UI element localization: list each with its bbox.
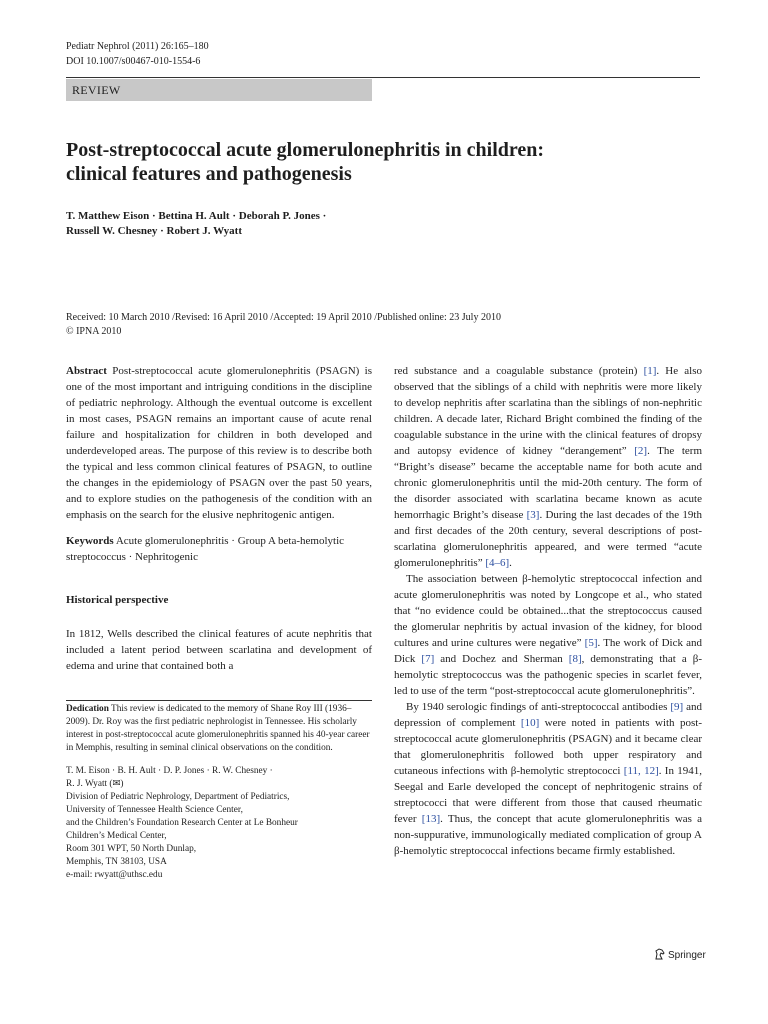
authors-line-1: T. Matthew Eison · Bettina H. Ault · Deborah P. Jones · [66,210,327,222]
text-run: were noted in patients with post-streptococcal acute glomerulonephritis (PSAGN) and it became clear that glomerulonephritis followed both upper respiratory and cutaneous infections with β-hemolytic streptococci [394,717,702,777]
body-paragraph: In 1812, Wells described the clinical features of acute nephritis that included a latent period between scarlatina and development of edema and urine that contained both a [66,628,372,672]
citation-link[interactable]: [9] [670,701,684,713]
affiliation-names-1: T. M. Eison · B. H. Ault · D. P. Jones · R. W. Chesney · [66,766,273,776]
affiliation-city: Memphis, TN 38103, USA [66,857,167,867]
text-run: By 1940 serologic findings of anti-streptococcal antibodies [406,701,671,713]
text-run: The association between β-hemolytic streptococcal infection and acute glomerulonephritis was noted by Longcope et al., who stated that “no evidence could be obtained...that the streptococcus caused the glomerular nephritis by actual invasion of the kidney, for blood cultures and urine cultures were negative” [394,573,702,649]
header-rule [66,77,700,78]
footnote-rule [66,700,372,701]
affiliation-room: Room 301 WPT, 50 North Dunlap, [66,844,197,854]
citation-link[interactable]: [5] [584,637,598,649]
doi: DOI 10.1007/s00467-010-1554-6 [66,56,201,67]
citation-link[interactable]: [4–6] [485,557,510,569]
body-paragraph-3 [394,699,702,859]
affiliation-foundation-2: Children’s Medical Center, [66,831,167,841]
publication-dates [66,311,706,339]
affiliation-foundation-1: and the Children’s Foundation Research Center at Le Bonheur [66,818,298,828]
abstract [66,363,372,523]
authors-line-2: Russell W. Chesney · Robert J. Wyatt [66,225,243,237]
text-run: . During the last decades of the 19th and first decades of the 20th century, several descriptions of post-scarlatina glomerulonephritis appeared, and were termed “acute glomerulonephritis” [394,509,702,569]
body-paragraph-1 [394,363,702,571]
keywords [66,533,372,565]
title-line-1: Post-streptococcal acute glomerulonephritis in children: [66,139,545,161]
citation-link[interactable]: [3] [526,509,540,521]
dedication-label: Dedication [66,704,109,714]
body-paragraph-2 [394,571,702,699]
section-heading: Historical perspective [66,594,169,606]
publisher-mark [654,948,706,965]
affiliation-dept: Division of Pediatric Nephrology, Department of Pediatrics, [66,792,290,802]
dates-line: Received: 10 March 2010 /Revised: 16 April 2010 /Accepted: 19 April 2010 /Published online: 23 July 2010 [66,312,501,323]
text-run: . The term “Bright’s disease” became the acceptable name for both acute and chronic glomerulonephritis until the mid-20th century. The form of the disorder associated with scarlatina became known as acute hemorrhagic Bright’s disease [394,445,702,521]
dedication [66,703,372,755]
citation-link[interactable]: [11, 12] [623,765,659,777]
right-column [394,363,702,859]
text-run: and Dochez and Sherman [434,653,569,665]
citation-link[interactable]: [1] [643,365,657,377]
footnotes [66,703,372,882]
affiliation-univ: University of Tennessee Health Science Center, [66,805,243,815]
text-run: . In 1941, Seegal and Earle developed the concept of nephritogenic strains of streptococci that were different from those that caused rheumatic fever [394,765,702,825]
citation-link[interactable]: [10] [520,717,540,729]
copyright: © IPNA 2010 [66,326,122,337]
publisher-name: Springer [668,950,706,961]
article-title [66,138,686,186]
citation-link[interactable]: [13] [421,813,441,825]
author-list [66,209,686,239]
text-run: . Thus, the concept that acute glomerulonephritis was a non-suppurative, immunologically mediated complication of group A β-hemolytic streptococcal infections became firmly established. [394,813,703,857]
text-run: red substance and a coagulable substance (protein) [394,365,644,377]
text-run: , demonstrating that a β-hemolytic streptococcus was the pathogenic species in scarlet fever, led to use of the term “post-streptococcal acute glomerulonephritis”. [394,653,702,697]
left-column [66,363,372,882]
keywords-text: Acute glomerulonephritis · Group A beta-hemolytic streptococcus · Nephritogenic [66,535,345,563]
journal-citation: Pediatr Nephrol (2011) 26:165–180 [66,41,209,52]
section-label: REVIEW [66,79,372,101]
title-line-2: clinical features and pathogenesis [66,163,352,185]
springer-horse-icon [654,948,666,965]
citation-link[interactable]: [8] [568,653,582,665]
text-run: and depression of complement [394,701,702,729]
dedication-text: This review is dedicated to the memory of Shane Roy III (1936–2009). Dr. Roy was the first pediatric nephrologist in Tennessee. His scholarly interest in post-streptococcal acute glomerulonephritis spanned his 40-year career in Memphis, resulting in seminal clinical observations on the condition. [66,704,370,753]
abstract-text: Post-streptococcal acute glomerulonephritis (PSAGN) is one of the most important and intriguing conditions in the discipline of pediatric nephrology. Although the eventual outcome is excellent in most cases, PSAGN remains an important cause of acute renal failure and hospitalization for children in both developed and underdeveloped areas. The purpose of this review is to describe both the typical and less common clinical features of PSAGN, to outline the changes in the epidemiology of PSAGN over the past 50 years, and to explore studies on the pathogenesis of the condition with an emphasis on the search for the elusive nephritogenic antigen. [66,365,372,521]
affiliation-names-2: R. J. Wyatt (✉) [66,779,124,789]
keywords-label: Keywords [66,535,114,547]
affiliation-email[interactable]: e-mail: rwyatt@uthsc.edu [66,870,163,880]
text-run: . The work of Dick and Dick [394,637,703,665]
citation-link[interactable]: [2] [634,445,648,457]
abstract-label: Abstract [66,365,107,377]
citation-link[interactable]: [7] [421,653,435,665]
text-run: . He also observed that the siblings of a child with nephritis were more likely to develop nephritis after scarlatina than the siblings of non-nephritic children. A decade later, Richard Bright combined the finding of the coagulable substance in the urine with the clinical features of dropsy and autopsy evidence of kidney “derangement” [394,365,702,457]
text-run: . [509,557,512,569]
